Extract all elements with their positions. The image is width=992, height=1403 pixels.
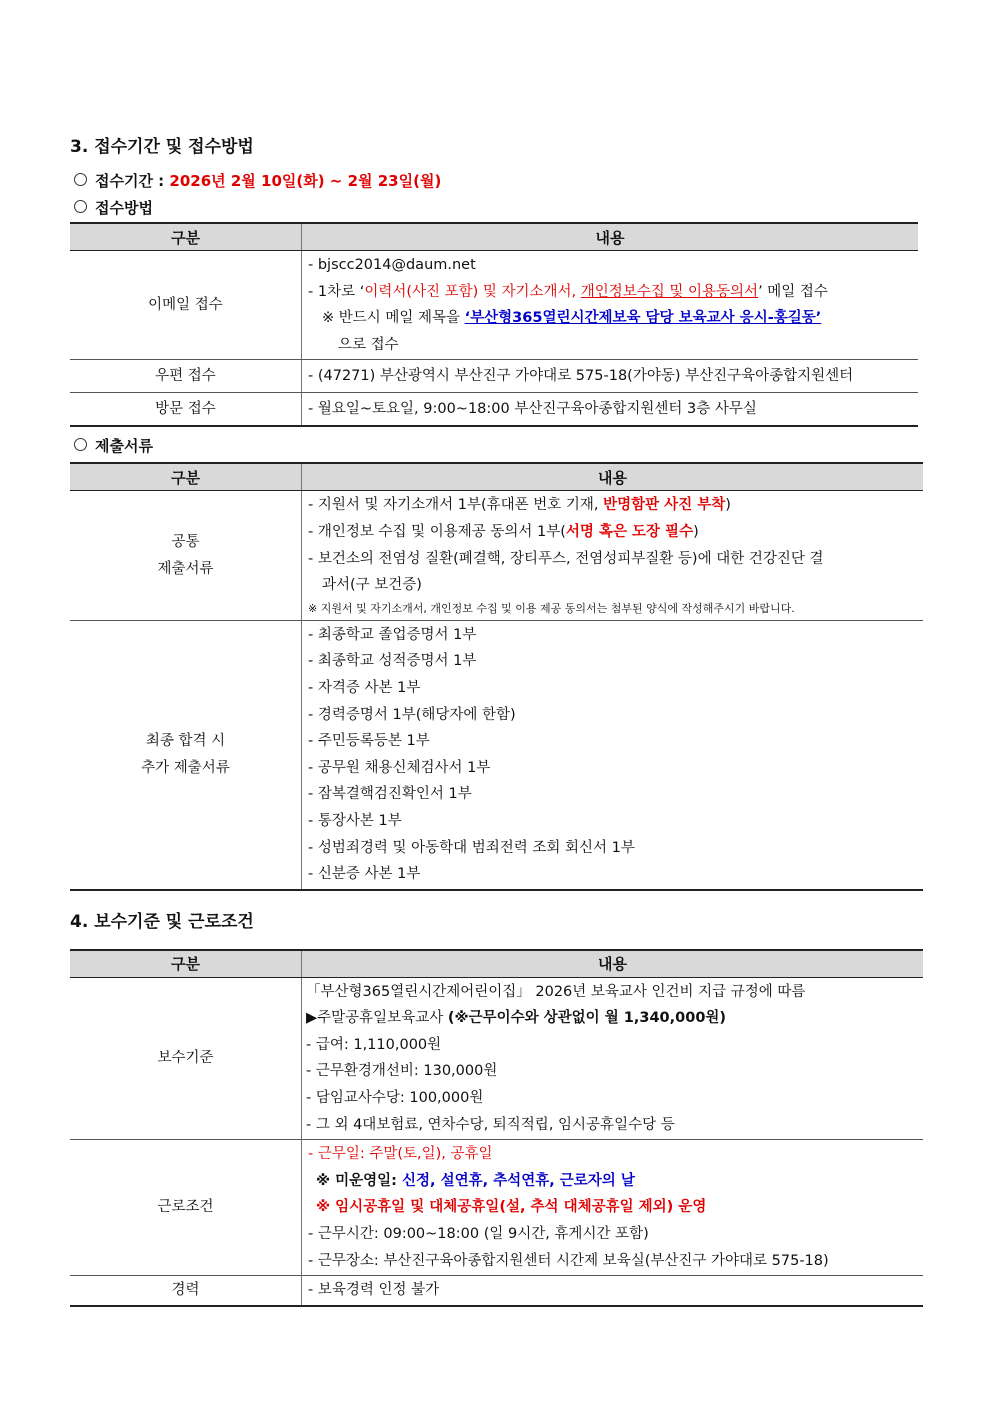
table-row-visit — [70, 393, 918, 427]
post-label: 우편 접수 — [70, 360, 302, 393]
circle-bullet-icon — [74, 200, 87, 213]
list-item: - 경력증명서 1부(해당자에 한함) — [308, 706, 516, 723]
docs-label: 제출서류 — [95, 437, 153, 456]
common-doc-3-cont: 과서(구 보건증) — [322, 577, 422, 594]
common-doc-1: - 지원서 및 자기소개서 1부(휴대폰 번호 기재, 반명함판 사진 부착) — [308, 497, 731, 514]
email-label: 이메일 접수 — [70, 251, 302, 360]
table-row-final-docs — [70, 620, 923, 889]
list-item: - 자격증 사본 1부 — [308, 679, 421, 696]
list-item: - 성범죄경력 및 아동학대 범죄전력 조회 회신서 1부 — [308, 839, 635, 856]
common-doc-3: - 보건소의 전염성 질환(폐결핵, 장티푸스, 전염성피부질환 등)에 대한 건강진단 결 — [308, 550, 824, 567]
list-item: - 통장사본 1부 — [308, 812, 402, 829]
pay-line-4: - 근무환경개선비: 130,000원 — [306, 1063, 498, 1080]
email-line4: 으로 접수 — [338, 336, 399, 353]
docs-line — [70, 433, 923, 460]
table-header-category: 구분 — [70, 950, 302, 978]
pay-conditions-table — [70, 949, 923, 1308]
submission-method-table — [70, 222, 918, 427]
circle-bullet-icon — [74, 173, 87, 186]
table-header-content: 내용 — [302, 223, 919, 251]
period-line — [70, 168, 923, 195]
table-row-career — [70, 1276, 923, 1307]
work-line-5: - 근무장소: 부산진구육아종합지원센터 시간제 보육실(부산진구 가야대로 575-18) — [308, 1252, 829, 1269]
list-item: - 최종학교 성적증명서 1부 — [308, 653, 477, 670]
table-row-post — [70, 360, 918, 393]
list-item: - 신분증 사본 1부 — [308, 866, 421, 883]
period-value: 2026년 2월 10일(화) ~ 2월 23일(월) — [169, 172, 442, 190]
visit-content: - 월요일~토요일, 9:00~18:00 부산진구육아종합지원센터 3층 사무실 — [308, 401, 757, 418]
table-row-email — [70, 251, 918, 360]
work-line-2: ※ 미운영일: 신정, 설연휴, 추석연휴, 근로자의 날 — [316, 1172, 635, 1189]
section-4-title: 4. 보수기준 및 근로조건 — [70, 911, 254, 932]
email-line2: - 1차로 ‘이력서(사진 포함) 및 자기소개서, 개인정보수집 및 이용동의서’ 메일 접수 — [308, 283, 828, 300]
work-line-4: - 근무시간: 09:00~18:00 (일 9시간, 휴게시간 포함) — [308, 1226, 649, 1243]
table-header-category: 구분 — [70, 463, 302, 491]
period-label: 접수기간 : — [95, 172, 170, 190]
common-doc-2: - 개인정보 수집 및 이용제공 동의서 1부(서명 혹은 도장 필수) — [308, 523, 699, 540]
career-content: - 보육경력 인정 불가 — [308, 1282, 440, 1299]
list-item: - 주민등록등본 1부 — [308, 733, 430, 750]
method-label: 접수방법 — [95, 199, 153, 217]
visit-label: 방문 접수 — [70, 393, 302, 427]
pay-line-5: - 담임교사수당: 100,000원 — [306, 1090, 484, 1107]
work-line-3: ※ 임시공휴일 및 대체공휴일(설, 추석 대체공휴일 제외) 운영 — [316, 1199, 707, 1216]
pay-line-6: - 그 외 4대보험료, 연차수당, 퇴직적립, 임시공휴일수당 등 — [306, 1116, 675, 1133]
table-row-common-docs — [70, 491, 923, 620]
table-header-content: 내용 — [302, 950, 924, 978]
list-item: - 공무원 채용신체검사서 1부 — [308, 759, 491, 776]
table-header-content: 내용 — [302, 463, 924, 491]
list-item: - 잠복결핵검진확인서 1부 — [308, 786, 472, 803]
method-line — [70, 195, 923, 222]
common-docs-label: 공통 제출서류 — [70, 491, 302, 620]
work-line-1: - 근무일: 주말(토,일), 공휴일 — [308, 1146, 493, 1163]
list-item: - 최종학교 졸업증명서 1부 — [308, 626, 477, 643]
circle-bullet-icon — [74, 438, 87, 451]
pay-line-3: - 급여: 1,110,000원 — [306, 1036, 442, 1053]
table-row-work — [70, 1140, 923, 1276]
table-row-pay — [70, 977, 923, 1140]
common-docs-note: ※ 지원서 및 자기소개서, 개인정보 수집 및 이용 제공 동의서는 첨부된 양식에 작성해주시기 바랍니다. — [308, 601, 795, 615]
pay-line-1: 「부산형365열린시간제어린이집」 2026년 보육교사 인건비 지급 규정에 따름 — [306, 983, 806, 1000]
pay-label: 보수기준 — [70, 977, 302, 1140]
email-address: - bjscc2014@daum.net — [308, 257, 476, 273]
email-line3: ※ 반드시 메일 제목을 ‘부산형365열린시간제보육 담당 보육교사 응시-홍길동’ — [322, 310, 822, 327]
section-3-title: 3. 접수기간 및 접수방법 — [70, 137, 254, 157]
career-label: 경력 — [70, 1276, 302, 1307]
document-page — [70, 130, 923, 1307]
work-label: 근로조건 — [70, 1140, 302, 1276]
final-docs-label: 최종 합격 시 추가 제출서류 — [70, 620, 302, 889]
table-header-category: 구분 — [70, 223, 302, 251]
documents-table — [70, 462, 923, 890]
post-content: - (47271) 부산광역시 부산진구 가야대로 575-18(가야동) 부산진구육아종합지원센터 — [308, 368, 854, 385]
pay-line-2: ▶주말공휴일보육교사 (※근무이수와 상관없이 월 1,340,000원) — [306, 1010, 727, 1027]
